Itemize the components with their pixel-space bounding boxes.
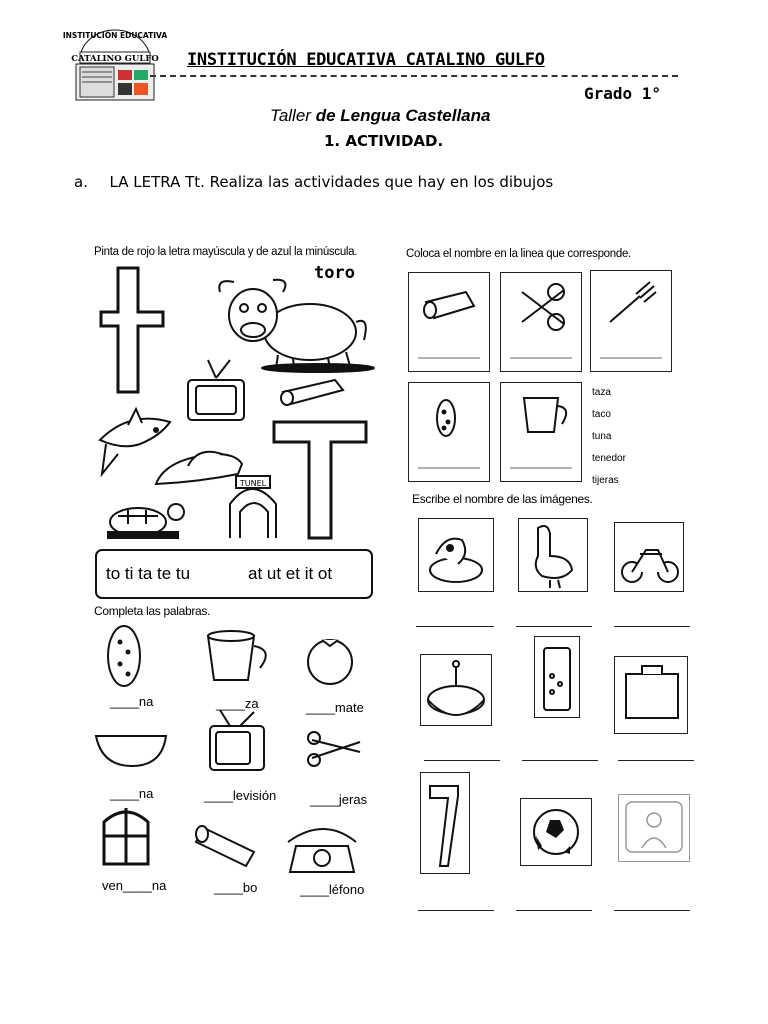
complete-item-9: ____léfono — [300, 882, 365, 897]
television-icon — [626, 802, 682, 852]
word-taco: taco — [592, 409, 611, 420]
logo-name-text: CATALINO GULFO — [71, 54, 159, 64]
number-seven-icon — [430, 786, 458, 866]
tomato-icon — [308, 640, 352, 684]
tunnel-sign-text: TUNEL — [239, 479, 267, 488]
turtle-icon — [430, 539, 482, 582]
panel1-title: Pinta de rojo la letra mayúscula y de azul la minúscula. — [94, 246, 358, 258]
complete-item-1: ____na — [110, 694, 154, 709]
tub-icon — [96, 736, 166, 766]
spinning-top-icon — [428, 661, 484, 715]
tv-icon — [188, 360, 244, 420]
bull-icon — [219, 280, 374, 372]
word-tenedor: tenedor — [592, 453, 626, 464]
complete-item-4: ____na — [110, 786, 154, 801]
scissors-icon — [308, 732, 360, 766]
complete-item-6: ____jeras — [310, 792, 368, 807]
television-icon — [210, 710, 264, 770]
complete-item-7: ven____na — [102, 878, 167, 893]
cup-icon — [524, 398, 566, 432]
telephone-icon — [288, 829, 356, 872]
goose-icon — [536, 526, 572, 588]
logo-top-text: INSTITUCIÓN EDUCATIVA — [62, 31, 168, 40]
can-icon — [544, 648, 570, 710]
cup-icon — [208, 631, 266, 680]
panel-write-names — [404, 488, 704, 928]
lowercase-t-outline — [101, 268, 163, 392]
toro-word: toro — [314, 263, 355, 283]
workshop-prefix: Taller — [270, 106, 311, 125]
suitcase-icon — [626, 666, 678, 718]
window-icon — [104, 808, 148, 864]
soccer-ball-icon — [534, 810, 578, 854]
school-name: INSTITUCIÓN EDUCATIVA CATALINO GULFO — [187, 50, 545, 70]
panel-letter-coloring — [88, 240, 374, 600]
word-tuna: tuna — [592, 431, 612, 442]
word-list — [592, 382, 626, 492]
complete-item-5: ____levisión — [204, 788, 277, 803]
complete-item-8: ____bo — [214, 880, 258, 895]
panel-complete-words — [90, 602, 372, 902]
iron-icon — [156, 452, 242, 484]
instruction-text: LA LETRA Tt. Realiza las actividades que hay en los dibujos — [109, 173, 554, 191]
school-logo — [62, 20, 168, 104]
motorcycle-icon — [622, 550, 678, 582]
workshop-title — [270, 106, 490, 126]
word-taza: taza — [592, 387, 611, 398]
complete-item-2: ____za — [216, 696, 259, 711]
grade-label: Grado 1° — [584, 84, 662, 103]
panel-name-matching — [404, 240, 700, 490]
instruction — [74, 173, 553, 191]
turtle-icon — [108, 504, 184, 538]
tube-icon — [196, 826, 254, 866]
syllables-vc: at ut et it ot — [248, 564, 333, 583]
uppercase-t-outline — [274, 422, 366, 538]
tuna-icon — [108, 626, 140, 686]
word-tijeras: tijeras — [592, 475, 619, 486]
workshop-subject: de Lengua Castellana — [315, 106, 491, 125]
tuna-fruit-icon — [437, 400, 455, 436]
instruction-marker: a. — [74, 173, 88, 191]
fork-icon — [610, 282, 656, 322]
header-divider — [150, 75, 678, 77]
panel2-title: Coloca el nombre en la linea que corresponde. — [406, 248, 631, 260]
taco-icon — [424, 292, 474, 318]
syllables-cv: to ti ta te tu — [106, 564, 191, 583]
panel4-title: Escribe el nombre de las imágenes. — [412, 492, 593, 506]
scissors-icon — [522, 284, 564, 330]
panel3-title: Completa las palabras. — [94, 604, 211, 618]
complete-item-3: ____mate — [306, 700, 364, 715]
activity-title: 1. ACTIVIDAD. — [324, 132, 444, 150]
shark-icon — [100, 409, 170, 474]
rolled-taco-icon — [281, 380, 343, 405]
